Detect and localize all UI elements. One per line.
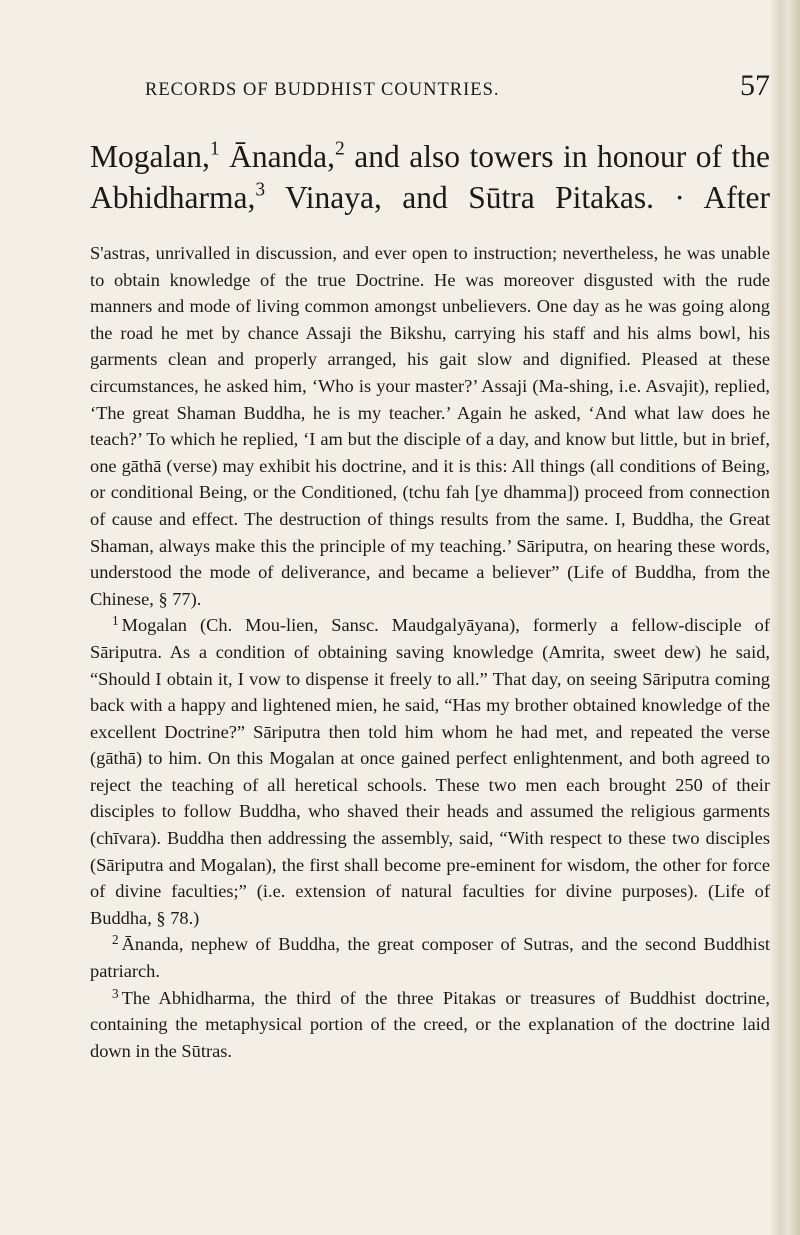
footnote-ref-2: 2 — [334, 138, 345, 160]
page-number: 57 — [740, 69, 770, 102]
page-header — [145, 69, 770, 118]
large-line-2: Abhidharma,$^3$ Vinaya, and Sūtra Pitakas. · After — [90, 179, 770, 215]
footnote-3 — [90, 985, 770, 1065]
footnote-marker: 2 — [112, 932, 119, 948]
footnote-text: Mogalan (Ch. Mou-lien, Sansc. Maudgalyāyana), formerly a fellow-disciple of Sāriputra. As a condition of obtaining saving knowledge (Amrita, sweet dew) he said, “Should I obtain it, I vow to dispense it freely to all.” That day, on seeing Sāriputra coming back with a happy and lightened mien, he said, “Has my brother obtained knowledge of the excellent Doctrine?” Sāriputra then told him whom he had met, and repeated the verse (gāthā) to him. On this Mogalan at once gained perfect enlightenment, and both agreed to reject the teaching of all heretical schools. These two men each brought 250 of their disciples to follow Buddha, who shaved their heads and assumed the religious garments (chīvara). Buddha then addressing the assembly, said, “With respect to these two disciples (Sāriputra and Mogalan), the first shall become pre-eminent for wisdom, the other for force of divine faculties;” (i.e. extension of natural faculties for divine purposes). (Life of Buddha, § 78.) — [90, 615, 770, 928]
footnote-text: The Abhidharma, the third of the three Pitakas or treasures of Buddhist doctrine, containing the metaphysical portion of the creed, or the explanation of the doctrine laid down in the Sūtras. — [90, 987, 770, 1061]
book-page — [90, 69, 770, 1064]
footnote-marker: 3 — [112, 985, 119, 1001]
footnote-ref-3: 3 — [255, 179, 266, 201]
footnotes — [90, 612, 770, 1064]
large-type-text — [90, 136, 770, 218]
footnote-text: Ānanda, nephew of Buddha, the great composer of Sutras, and the second Buddhist patriarch. — [90, 934, 770, 982]
footnote-1 — [90, 612, 770, 931]
page-edge-shadow — [770, 0, 800, 1235]
running-title: RECORDS OF BUDDHIST COUNTRIES. — [145, 80, 500, 100]
footnote-marker: 1 — [112, 613, 119, 629]
footnote-ref-1: 1 — [209, 138, 220, 160]
footnote-2 — [90, 931, 770, 984]
body-paragraph: S'astras, unrivalled in discussion, and ever open to instruction; nevertheless, he was unable to obtain knowledge of the true Doctrine. He was moreover disgusted with the rude manners and mode of living common amongst unbelievers. One day as he was going along the road he met by chance Assaji the Bikshu, carrying his staff and his alms bowl, his garments clean and properly arranged, his gait slow and dignified. Pleased at these circumstances, he asked him, ‘Who is your master?’ Assaji (Ma-shing, i.e. Asvajit), replied, ‘The great Shaman Buddha, he is my teacher.’ Again he asked, ‘And what law does he teach?’ To which he replied, ‘I am but the disciple of a day, and know but little, but in brief, one gāthā (verse) may exhibit his doctrine, and it is this: All things (all conditions of Being, or conditional Being, or the Conditioned, (tchu fah [ye dhamma]) proceed from connection of cause and effect. The destruction of things results from the same. I, Buddha, the Great Shaman, always make this the principle of my teaching.’ Sāriputra, on hearing these words, understood the mode of deliverance, and became a believer” (Life of Buddha, from the Chinese, § 77). — [90, 243, 770, 609]
large-line-1: Mogalan,$^1$ Ānanda,$^2$ and also towers in honour of the — [90, 138, 770, 174]
